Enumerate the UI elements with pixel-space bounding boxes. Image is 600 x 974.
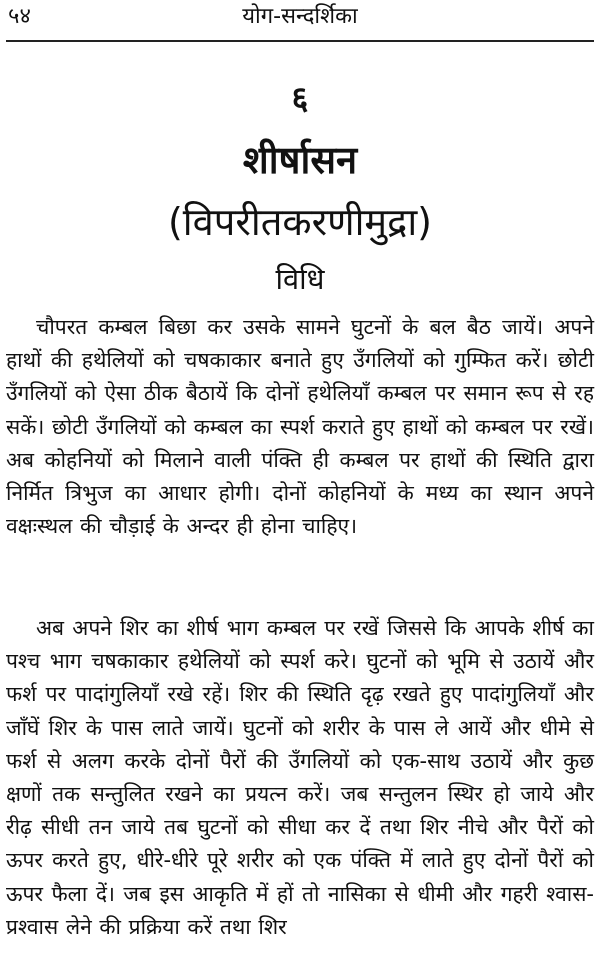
chapter-subtitle: (विपरीतकरणीमुद्रा) (167, 200, 433, 244)
book-title: योग-सन्दर्शिका (242, 4, 358, 29)
chapter-number: ६ (291, 79, 309, 117)
header-rule (6, 40, 594, 42)
body-paragraph-2: अब अपने शिर का शीर्ष भाग कम्बल पर रखें जिससे कि आपके शीर्ष का पश्च भाग चषकाकार हथेलियों को स्पर्श करे। घुटनों को भूमि से उठायें और फर्श पर पादांगुलियाँ रखे रहें। शिर की स्थिति दृढ़ रखते हुए पादांगुलियाँ और जाँघें शिर के पास लाते जायें। घुटनों को शरीर के पास ले आयें और धीमे से फर्श से अलग करके दोनों पैरों की उँगलियों को एक-साथ उठायें और कुछ क्षणों तक सन्तुलित रखने का प्रयत्न करें। जब सन्तुलन स्थिर हो जाये और रीढ़ सीधी तन जाये तब घुटनों को सीधा कर दें तथा शिर नीचे और पैरों को ऊपर करते हुए, धीरे-धीरे पूरे शरीर को एक पंक्ति में लाते हुए दोनों पैरों को ऊपर फैला दें। जब इस आकृति में हों तो नासिका से धीमी और गहरी श्वास-प्रश्वास लेने की प्रक्रिया करें तथा शिर (6, 616, 594, 939)
page-number: ५४ (8, 4, 31, 29)
section-heading: विधि (275, 262, 325, 296)
running-header (0, 0, 600, 44)
chapter-title: शीर्षासन (242, 138, 358, 182)
body-paragraph-1: चौपरत कम्बल बिछा कर उसके सामने घुटनों के बल बैठ जायें। अपने हाथों की हथेलियों को चषकाकार बनाते हुए उँगलियों को गुम्फित करें। छोटी उँगलियों को ऐसा ठीक बैठायें कि दोनों हथेलियाँ कम्बल पर समान रूप से रह सकें। छोटी उँगलियों को कम्बल का स्पर्श कराते हुए हाथों को कम्बल पर रखें। अब कोहनियों को मिलाने वाली पंक्ति ही कम्बल पर हाथों की स्थिति द्वारा निर्मित त्रिभुज का आधार होगी। दोनों कोहनियों के मध्य का स्थान अपने वक्षःस्थल की चौड़ाई के अन्दर ही होना चाहिए। (6, 315, 594, 539)
